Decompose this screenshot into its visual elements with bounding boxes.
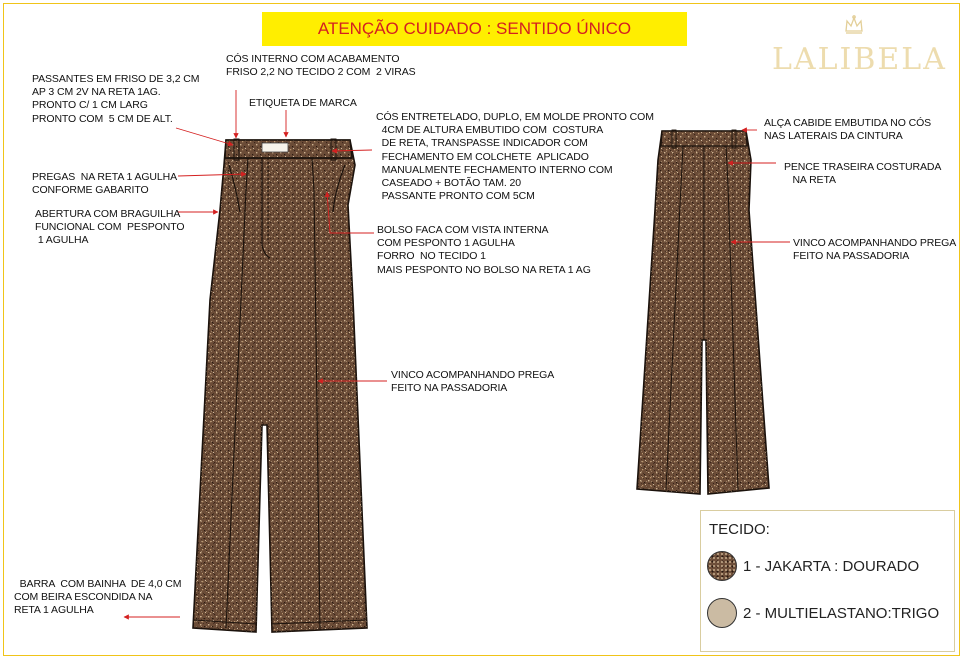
back-trousers <box>637 130 769 494</box>
legend-title: TECIDO: <box>709 521 770 538</box>
fabric-swatch-icon <box>707 598 737 628</box>
note-cos-entretelado: CÓS ENTRETELADO, DUPLO, EM MOLDE PRONTO COM 4CM DE ALTURA EMBUTIDO COM COSTURA DE RETA, TRANSPASSE INDICADOR COM FECHAMENTO EM COLCHETE APLICADO MANUALMENTE FECHAMENTO INTERNO COM CASEADO + BOTÃO TAM. 20 PASSANTE PRONTO COM 5CM <box>376 111 654 203</box>
note-vinco-frente: VINCO ACOMPANHANDO PREGA FEITO NA PASSADORIA <box>391 369 555 395</box>
note-pence: PENCE TRASEIRA COSTURADA NA RETA <box>784 161 942 187</box>
note-abertura: ABERTURA COM BRAGUILHA FUNCIONAL COM PESPONTO 1 AGULHA <box>35 208 185 247</box>
note-bolso: BOLSO FACA COM VISTA INTERNA COM PESPONTO 1 AGULHA FORRO NO TECIDO 1 MAIS PESPONTO NO BOLSO NA RETA 1 AG <box>377 224 591 276</box>
note-barra: BARRA COM BAINHA DE 4,0 CM COM BEIRA ESCONDIDA NA RETA 1 AGULHA <box>14 578 182 617</box>
front-trousers <box>193 139 367 632</box>
note-pregas: PREGAS NA RETA 1 AGULHA CONFORME GABARITO <box>32 171 178 197</box>
legend-label: 1 - JAKARTA : DOURADO <box>743 557 920 575</box>
legend-item-jakarta <box>707 551 919 581</box>
legend-item-multielastano <box>707 598 939 628</box>
brand-logo: LALIBELA <box>772 42 947 77</box>
note-vinco-costas: VINCO ACOMPANHANDO PREGA FEITO NA PASSADORIA <box>793 237 957 263</box>
note-etiqueta: ETIQUETA DE MARCA <box>249 97 357 109</box>
warning-banner: ATENÇÃO CUIDADO : SENTIDO ÚNICO <box>262 12 687 46</box>
fabric-swatch-icon <box>707 551 737 581</box>
note-passantes: PASSANTES EM FRISO DE 3,2 CM AP 3 CM 2V NA RETA 1AG. PRONTO C/ 1 CM LARG PRONTO COM 5 CM DE ALT. <box>32 73 200 125</box>
legend-label: 2 - MULTIELASTANO:TRIGO <box>743 604 940 622</box>
note-cos-interno: CÓS INTERNO COM ACABAMENTO FRISO 2,2 NO TECIDO 2 COM 2 VIRAS <box>226 53 416 79</box>
note-alca: ALÇA CABIDE EMBUTIDA NO CÓS NAS LATERAIS DA CINTURA <box>764 117 932 143</box>
fabric-legend <box>700 510 955 652</box>
